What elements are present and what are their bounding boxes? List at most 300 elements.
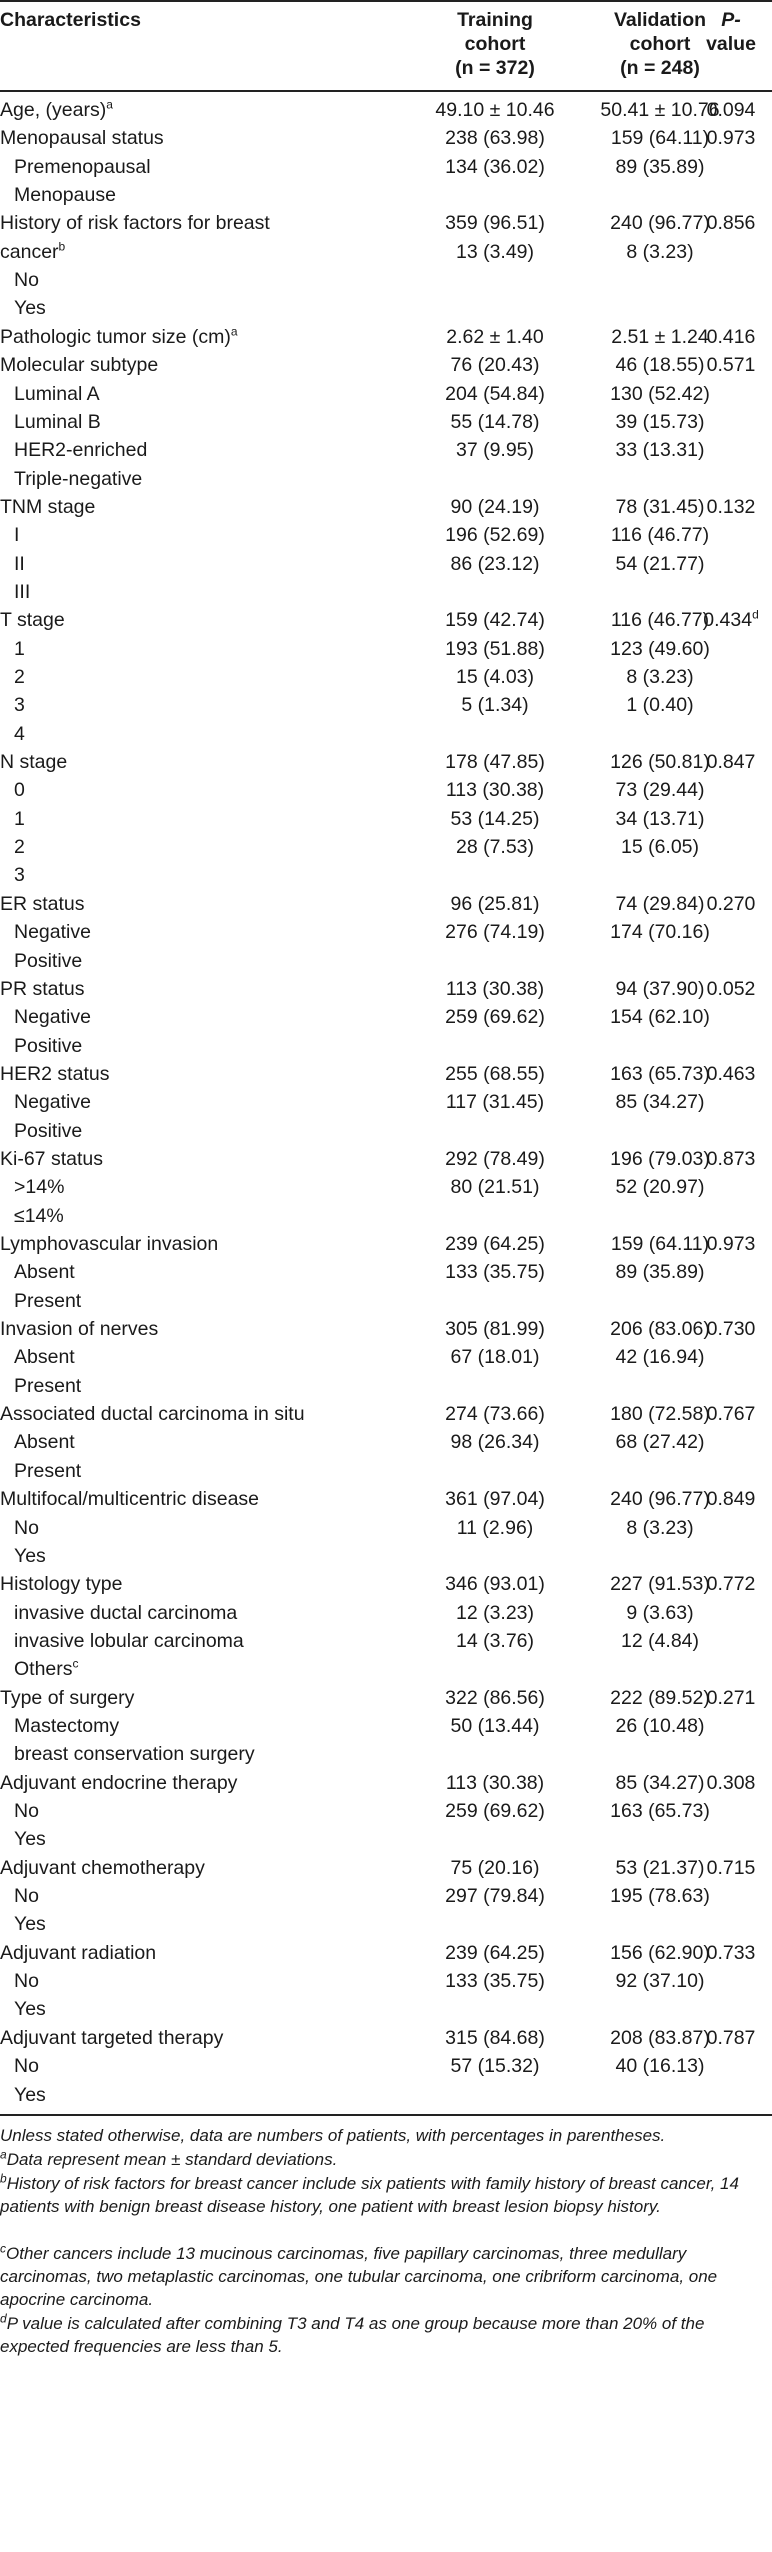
table-row-label (14, 1116, 82, 1146)
table-row-label (14, 407, 101, 437)
cell-training-value: 55 (14.78) (450, 410, 540, 433)
footnote-marker: b (58, 239, 66, 254)
row-label-text: Pathologic tumor size (cm) (0, 325, 231, 348)
cell-training-value: 50 (13.44) (450, 1714, 540, 1737)
cell-training-value: 76 (20.43) (450, 354, 540, 377)
cell-validation (580, 237, 740, 267)
row-label-text: T stage (0, 609, 65, 632)
cell-training (420, 2023, 570, 2053)
table-row-label (14, 1201, 64, 1231)
cell-training (420, 379, 570, 409)
cell-validation-value: 94 (37.90) (615, 977, 705, 1000)
cell-validation (580, 1427, 740, 1457)
cell-training-value: 204 (54.84) (445, 382, 545, 405)
cell-validation-value: 123 (49.60) (610, 637, 710, 660)
footnote-marker: c (72, 1656, 79, 1671)
cell-validation-value: 85 (34.27) (615, 1771, 705, 1794)
cell-training-value: 133 (35.75) (445, 1261, 545, 1284)
table-row-label (14, 1626, 244, 1656)
cell-training-value: 178 (47.85) (445, 751, 545, 774)
cell-validation (580, 1513, 740, 1543)
row-label-text: No (14, 1970, 39, 1993)
table-row-label (14, 1994, 46, 2024)
table-row-label (0, 1144, 103, 1174)
row-label-text: 2 (14, 836, 25, 859)
cell-training (420, 1853, 570, 1883)
cell-training-value: 28 (7.53) (455, 836, 535, 859)
cell-validation (580, 1598, 740, 1628)
cell-training (420, 917, 570, 947)
row-label-text: Yes (14, 2083, 46, 2106)
cell-validation-value: 78 (31.45) (615, 495, 705, 518)
cell-validation-value: 92 (37.10) (615, 1970, 705, 1993)
cell-p (690, 889, 772, 919)
row-label-text: Positive (14, 1034, 83, 1057)
row-label-text: No (14, 1885, 39, 1908)
cell-validation-value: 54 (21.77) (615, 552, 705, 575)
table-row-label (0, 2023, 223, 2053)
cell-training-value: 13 (3.49) (455, 240, 535, 263)
row-label-text: Negative (14, 921, 91, 944)
cell-validation-value: 180 (72.58) (610, 1403, 710, 1426)
cell-validation-value: 26 (10.48) (615, 1714, 705, 1737)
cell-validation-value: 39 (15.73) (615, 410, 705, 433)
row-label-text: cancer (0, 240, 59, 263)
row-label-text: Yes (14, 1998, 46, 2021)
cell-training (420, 1796, 570, 1826)
footnote (0, 2172, 760, 2218)
row-label-text: II (14, 552, 25, 575)
bottom-rule (0, 2114, 772, 2116)
table-row-label (14, 634, 25, 664)
cell-training-value: 12 (3.23) (455, 1601, 535, 1624)
cell-validation (580, 832, 740, 862)
cell-p-value: 0.873 (706, 1147, 756, 1170)
cell-training (420, 237, 570, 267)
cell-training-value: 5 (1.34) (461, 694, 529, 717)
row-label-text: N stage (0, 751, 68, 774)
row-label-text: Positive (14, 1119, 83, 1142)
table-row-label (14, 1456, 81, 1486)
row-label-text: Negative (14, 1006, 91, 1029)
cell-training (420, 804, 570, 834)
cell-validation-value: 34 (13.71) (615, 807, 705, 830)
cell-training (420, 1683, 570, 1713)
cell-training (420, 1059, 570, 1089)
table-row-label (14, 1286, 81, 1316)
table-row-label (14, 464, 142, 494)
cell-training-value: 90 (24.19) (450, 495, 540, 518)
table-row-label (14, 719, 25, 749)
footnote-marker: c (0, 2241, 6, 2256)
cell-validation (580, 2051, 740, 2081)
cell-p-value: 0.463 (706, 1062, 756, 1085)
row-label-text: Ki-67 status (0, 1147, 103, 1170)
cell-p-value: 0.094 (706, 99, 756, 121)
header-rule (0, 90, 772, 92)
row-label-text: Yes (14, 1828, 46, 1851)
cell-training (420, 435, 570, 465)
table-row-label (14, 1087, 91, 1117)
row-label-text: Menopause (14, 184, 116, 207)
table-row-label (0, 95, 113, 125)
cell-training-value: 14 (3.76) (455, 1629, 535, 1652)
cell-training-value: 37 (9.95) (455, 439, 535, 462)
table-row-label (14, 549, 25, 579)
cell-training-value: 196 (52.69) (445, 524, 545, 547)
footnote-text: Unless stated otherwise, data are numbers of patients, with percentages in parentheses. (0, 2125, 666, 2145)
row-label-text: Adjuvant targeted therapy (0, 2026, 224, 2049)
table-row-label (14, 1909, 46, 1939)
cell-training (420, 350, 570, 380)
table-row-label (14, 1541, 46, 1571)
table-row-label (14, 1711, 119, 1741)
cell-training (420, 889, 570, 919)
cell-validation (580, 152, 740, 182)
table-row-label (14, 1966, 39, 1996)
cell-p (690, 1768, 772, 1798)
cell-p (690, 492, 772, 522)
cell-validation-value: 227 (91.53) (610, 1573, 710, 1596)
cell-validation-value: 33 (13.31) (615, 439, 705, 462)
cell-p (690, 350, 772, 380)
cell-training-value: 80 (21.51) (450, 1176, 540, 1199)
row-label-text: Luminal B (14, 410, 101, 433)
table-row-label (14, 1824, 46, 1854)
cell-training-value: 15 (4.03) (455, 666, 535, 688)
header-characteristics: Characteristics (0, 9, 141, 31)
cell-p-value: 0.571 (706, 354, 756, 377)
cell-validation-value: 89 (35.89) (615, 155, 705, 178)
cell-p (690, 1229, 772, 1259)
cell-validation (580, 435, 740, 465)
cell-training (420, 1087, 570, 1117)
table-row-label (14, 662, 25, 692)
table-row-label (14, 577, 30, 607)
cell-validation (580, 634, 740, 664)
row-label-text: Associated ductal carcinoma in situ (0, 1403, 305, 1426)
cell-validation-value: 222 (89.52) (610, 1686, 710, 1709)
row-label-text: History of risk factors for breast (0, 212, 270, 235)
cell-training (420, 1881, 570, 1911)
cell-validation (580, 1087, 740, 1117)
cell-validation-value: 174 (70.16) (610, 921, 710, 944)
cell-training-value: 297 (79.84) (445, 1885, 545, 1908)
row-label-text: >14% (14, 1176, 65, 1199)
cell-validation-value: 2.51 ± 1.24 (611, 325, 709, 348)
table-row-label (14, 1002, 91, 1032)
cell-training-value: 361 (97.04) (445, 1488, 545, 1511)
cell-validation-value: 196 (79.03) (610, 1147, 710, 1170)
cell-training (420, 1966, 570, 1996)
table-row-label (14, 832, 25, 862)
cell-training (420, 1711, 570, 1741)
cell-training-value: 11 (2.96) (456, 1516, 534, 1539)
cell-training (420, 152, 570, 182)
cell-training-value: 259 (69.62) (445, 1006, 545, 1029)
cell-training-value: 315 (84.68) (445, 2026, 545, 2049)
cell-training-value: 57 (15.32) (450, 2055, 540, 2078)
row-label-text: Present (14, 1374, 82, 1397)
cell-training (420, 549, 570, 579)
table-row-label (0, 1853, 205, 1883)
table-row-label (0, 974, 85, 1004)
row-label-text: 3 (14, 694, 25, 717)
cell-validation (580, 1342, 740, 1372)
cell-validation-value: 40 (16.13) (615, 2055, 705, 2078)
cell-validation (580, 379, 740, 409)
row-label-text: invasive ductal carcinoma (14, 1601, 238, 1624)
table-row-label (14, 520, 19, 550)
table-row-label (0, 605, 65, 635)
row-label-text: Premenopausal (14, 155, 151, 178)
table-row-label (0, 1484, 259, 1514)
row-label-text: HER2-enriched (14, 439, 148, 462)
cell-validation-value: 52 (20.97) (615, 1176, 705, 1199)
table-row-label (0, 1569, 122, 1599)
cell-validation-value: 159 (64.11) (610, 1233, 710, 1255)
cell-training (420, 690, 570, 720)
header-validation-line2: cohort (629, 33, 691, 55)
table-row-label (0, 747, 67, 777)
table-row-label (14, 1513, 39, 1543)
row-label-text: III (14, 580, 31, 603)
row-label-text: 1 (14, 807, 25, 830)
header-validation-line1: Validation (613, 9, 707, 31)
cell-validation (580, 407, 740, 437)
row-label-text: Negative (14, 1091, 91, 1114)
cell-training-value: 86 (23.12) (450, 552, 540, 575)
footnote-marker: d (0, 2311, 7, 2326)
cell-validation-value: 74 (29.84) (615, 892, 705, 915)
row-label-text: Invasion of nerves (0, 1318, 159, 1341)
cell-training-value: 359 (96.51) (445, 212, 545, 235)
cell-validation (580, 1796, 740, 1826)
cell-training-value: 159 (42.74) (445, 609, 545, 632)
cell-training-value: 305 (81.99) (445, 1318, 545, 1341)
cell-training (420, 1938, 570, 1968)
row-label-text: 1 (14, 637, 25, 660)
cell-training-value: 53 (14.25) (450, 807, 540, 830)
cell-p-value: 0.973 (706, 1233, 756, 1255)
cell-training-value: 113 (30.38) (445, 977, 545, 1000)
cell-validation (580, 549, 740, 579)
row-label-text: Absent (14, 1346, 75, 1369)
cell-training (420, 95, 570, 125)
row-label-text: Adjuvant radiation (0, 1941, 157, 1964)
cell-validation (580, 1881, 740, 1911)
table-row-label (14, 946, 82, 976)
row-label-text: Absent (14, 1261, 75, 1284)
cell-validation-value: 126 (50.81) (610, 751, 710, 774)
row-label-text: 0 (14, 779, 25, 802)
cell-validation (580, 1257, 740, 1287)
table-row-label (14, 1739, 255, 1769)
row-label-text: 2 (14, 666, 25, 688)
cell-validation-value: 73 (29.44) (615, 779, 705, 802)
cell-p (690, 974, 772, 1004)
cell-training-value: 238 (63.98) (445, 127, 545, 150)
footnote-marker: d (752, 607, 759, 622)
table-row-label (0, 123, 164, 153)
cell-validation (580, 690, 740, 720)
cell-p (690, 2023, 772, 2053)
cell-p-value: 0.271 (706, 1686, 756, 1709)
cell-validation-value: 42 (16.94) (615, 1346, 705, 1369)
footnote-marker: a (0, 2147, 7, 2162)
cell-training (420, 1229, 570, 1259)
footnote-text: History of risk factors for breast cancer include six patients with family history of breast cancer, 14 patients with benign breast disease history, one patient with breast lesion biopsy history. (0, 2173, 739, 2216)
table-row-label (0, 208, 270, 238)
cell-training-value: 2.62 ± 1.40 (446, 325, 544, 348)
cell-training-value: 113 (30.38) (445, 779, 545, 802)
cell-training-value: 193 (51.88) (445, 637, 545, 660)
cell-p (690, 1569, 772, 1599)
row-label-text: No (14, 269, 39, 292)
cell-p-value: 0.416 (706, 325, 756, 348)
cell-training (420, 1257, 570, 1287)
footnote-text: Other cancers include 13 mucinous carcinomas, five papillary carcinomas, three medullary carcinomas, two metaplastic carcinomas, one tubular carcinoma, one cribriform carcinoma, one apocrine carcinoma. (0, 2243, 718, 2309)
table-row-label (14, 917, 91, 947)
cell-p-value: 0.715 (706, 1856, 756, 1879)
cell-training (420, 1484, 570, 1514)
table-row-label (0, 237, 65, 267)
cell-training (420, 747, 570, 777)
cell-validation-value: 9 (3.63) (626, 1601, 694, 1624)
row-label-text: Histology type (0, 1573, 123, 1596)
row-label-text: Lymphovascular invasion (0, 1233, 219, 1255)
cell-validation-value: 8 (3.23) (626, 666, 694, 688)
cell-training (420, 832, 570, 862)
cell-training-value: 133 (35.75) (445, 1970, 545, 1993)
table-row-label (14, 2080, 46, 2110)
table-row-label (0, 492, 95, 522)
cell-training-value: 239 (64.25) (445, 1233, 545, 1255)
cell-p (690, 1059, 772, 1089)
cell-validation (580, 520, 740, 550)
cell-training (420, 208, 570, 238)
row-label-text: breast conservation surgery (14, 1743, 255, 1766)
cell-validation (580, 1966, 740, 1996)
row-label-text: PR status (0, 977, 85, 1000)
cell-validation-value: 68 (27.42) (615, 1431, 705, 1454)
cell-training (420, 1399, 570, 1429)
cell-training (420, 1598, 570, 1628)
cell-p (690, 1683, 772, 1713)
row-label-text: Absent (14, 1431, 75, 1454)
cell-training-value: 134 (36.02) (445, 155, 545, 178)
table-row-label (14, 1371, 81, 1401)
header-training-line1: Training (457, 9, 533, 31)
row-label-text: Yes (14, 1544, 46, 1567)
cell-training-value: 117 (31.45) (445, 1091, 545, 1114)
footnote-text: P value is calculated after combining T3 and T4 as one group because more than 20% of the expected frequencies are less than 5. (0, 2313, 705, 2356)
footnote (0, 2242, 760, 2311)
cell-p (690, 1484, 772, 1514)
cell-p (690, 322, 772, 352)
table-row-label (14, 379, 100, 409)
table-row-label (14, 690, 25, 720)
top-rule (0, 0, 772, 2)
footnote (0, 2148, 760, 2171)
footnote-text: Data represent mean ± standard deviations. (6, 2149, 338, 2169)
cell-validation-value: 116 (46.77) (610, 609, 710, 632)
cell-validation-value: 1 (0.40) (626, 694, 694, 717)
row-label-text: Multifocal/multicentric disease (0, 1488, 260, 1511)
table-row-label (0, 1399, 305, 1429)
cell-training-value: 259 (69.62) (445, 1800, 545, 1822)
cell-p-value: 0.733 (706, 1941, 756, 1964)
header-training-line3: (n = 372) (455, 57, 535, 79)
cell-validation (580, 662, 740, 692)
cell-validation-value: 46 (18.55) (615, 354, 705, 377)
row-label-text: Yes (14, 1913, 46, 1936)
footnote-marker: a (106, 97, 113, 112)
row-label-text: Yes (14, 297, 46, 320)
cell-validation-value: 163 (65.73) (610, 1062, 710, 1085)
footnote-marker: a (230, 324, 238, 339)
cell-p-value: 0.787 (706, 2026, 756, 2049)
cell-validation-value: 208 (83.87) (610, 2026, 710, 2049)
row-label-text: 3 (14, 864, 25, 887)
row-label-text: Adjuvant endocrine therapy (0, 1771, 238, 1794)
cell-training (420, 974, 570, 1004)
cell-training-value: 96 (25.81) (450, 892, 540, 915)
table-row-label (0, 889, 85, 919)
cell-training-value: 113 (30.38) (445, 1771, 545, 1794)
cell-p-value: 0.270 (706, 892, 756, 915)
row-label-text: Molecular subtype (0, 354, 159, 377)
table-row-label (14, 775, 25, 805)
cell-training (420, 1626, 570, 1656)
table-row-label (14, 2051, 39, 2081)
cell-p (690, 123, 772, 153)
footnote-marker: b (0, 2171, 7, 2186)
cell-validation-value: 116 (46.77) (610, 524, 710, 547)
cell-training-value: 292 (78.49) (445, 1147, 545, 1170)
table-row-label (0, 1683, 134, 1713)
cell-validation-value: 12 (4.84) (620, 1629, 700, 1652)
cell-p (690, 605, 772, 635)
table-row-label (14, 1598, 237, 1628)
cell-training-value: 49.10 ± 10.46 (435, 99, 555, 121)
cell-p-value: 0.856 (706, 212, 756, 235)
row-label-text: Age, (years) (0, 99, 107, 121)
cell-p-value: 0.434 (703, 609, 753, 632)
cell-training (420, 1768, 570, 1798)
cell-training (420, 634, 570, 664)
footnote (0, 2124, 760, 2147)
cell-validation (580, 804, 740, 834)
row-label-text: Triple-negative (14, 467, 143, 490)
cell-validation-value: 85 (34.27) (615, 1091, 705, 1114)
table-row-label (14, 180, 116, 210)
row-label-text: Others (14, 1658, 73, 1681)
cell-training (420, 407, 570, 437)
table-row-label (0, 1768, 237, 1798)
table-row-label (14, 860, 25, 890)
cell-p (690, 95, 772, 125)
table-row-label (14, 293, 46, 323)
cell-training (420, 322, 570, 352)
table-row-label (14, 804, 25, 834)
header-validation-line3: (n = 248) (620, 57, 700, 79)
cell-validation (580, 1172, 740, 1202)
cell-validation-value: 240 (96.77) (610, 212, 710, 235)
cell-p-value: 0.730 (706, 1318, 756, 1341)
cell-validation-value: 8 (3.23) (626, 1516, 694, 1539)
table-row-label (0, 1938, 156, 1968)
